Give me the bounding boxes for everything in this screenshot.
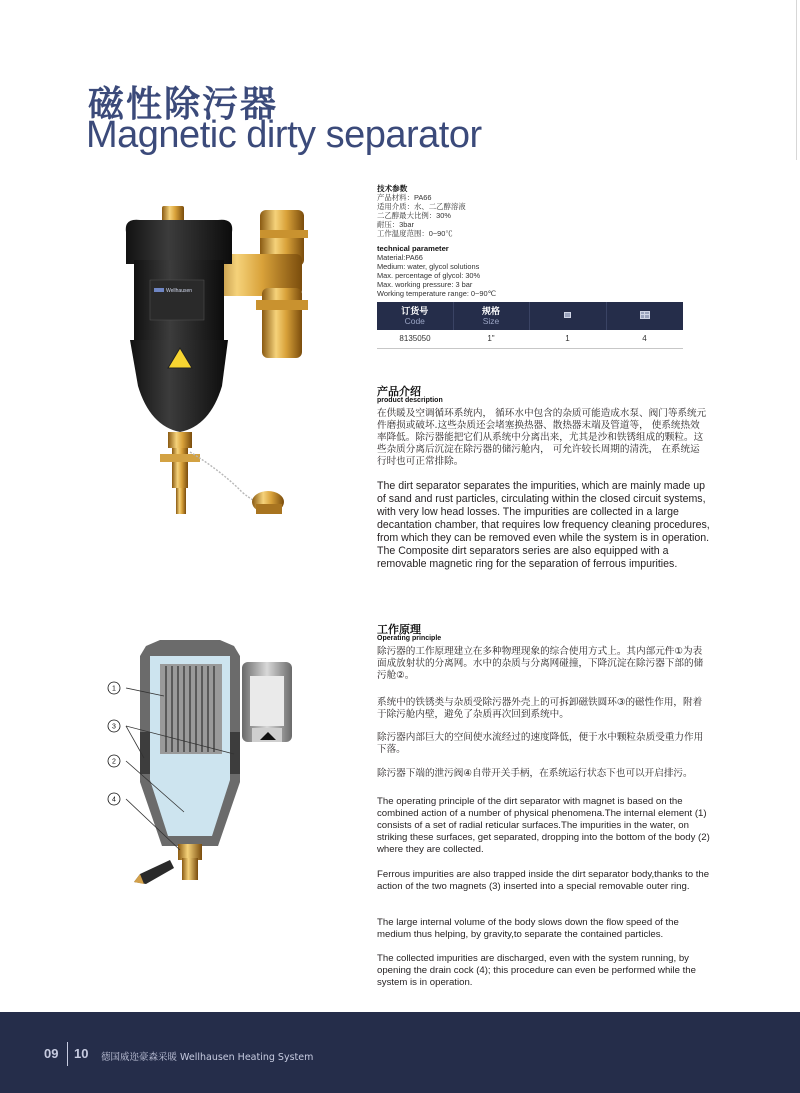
- tech-heading-en: technical parameter: [377, 244, 449, 253]
- product-photo: [110, 200, 330, 530]
- col-header-code: 订货号 Code: [377, 302, 453, 330]
- tech-line-en: Medium: water, glycol solutions: [377, 262, 480, 271]
- callout-label: 2: [112, 758, 116, 766]
- operating-text-cn-4: 除污器下端的泄污阀④自带开关手柄，在系统运行状态下也可以开启排污。: [377, 768, 693, 779]
- operating-text-en-4: The collected impurities are discharged, even with the system running, by opening the drain cock (4); this procedure can even be performed while the system is in operation.: [377, 953, 696, 988]
- spec-table: [377, 302, 683, 349]
- page-title-cn: 磁性除污器: [88, 84, 279, 125]
- page-edge-rule: [796, 0, 797, 160]
- cell-size: 1": [453, 330, 529, 348]
- operating-principle-heading-cn: 工作原理: [377, 623, 421, 636]
- product-description-heading-en: product description: [377, 397, 443, 404]
- tech-line-cn: 产品材料：PA66: [377, 193, 432, 202]
- product-description-text-en: The dirt separator separates the impurities, which are mainly made up of sand and rust particles, circulating within the closed circuit systems, with very low head losses. The impurities are collected in a large decantation chamber, that requires low frequency cleaning procedures, from which they can be removed even while the system is in operation. The Composite dirt separators series are also equipped with a removable magnetic ring for the separation of ferrous impurities.: [377, 480, 710, 570]
- operating-text-en-1: The operating principle of the dirt separator with magnet is based on the combined action of a number of physical phenomena.The internal element (1) consists of a set of radial reticular surfaces.The impurities in the water, on striking these surfaces, get separated, dropping into the bottom of the body (2) where they are collected.: [377, 796, 710, 855]
- product-description-text-cn: 在供暖及空调循环系统内， 循环水中包含的杂质可能造成水泵、阀门等系统元件磨损或破坏.这些杂质还会堵塞换热器、散热器末端及管道等， 使系统热效率降低。除污器能把它们从系统中分离出来，尤其是沙和铁锈组成的颗粒。这些杂质分离后沉淀在除污器的储污舱内， 可允许较长周期的清洗， 在系统运行时也可正常排除。: [377, 408, 707, 467]
- tech-line-cn: 适用介质：水、二乙醇溶液: [377, 202, 466, 211]
- col-header-box: [529, 302, 606, 330]
- footer-bar: [0, 1012, 800, 1093]
- technical-parameters: [377, 184, 697, 298]
- col-header-carton: [606, 302, 683, 330]
- page-number-left: 09: [44, 1046, 59, 1061]
- page-number-divider: [67, 1042, 68, 1066]
- page-number-right: 10: [74, 1046, 89, 1061]
- product-brand-label: Wellhausen: [166, 288, 193, 294]
- tech-line-en: Material:PA66: [377, 253, 423, 262]
- grid-box-icon: [640, 311, 650, 319]
- operating-text-en-3: The large internal volume of the body slows down the flow speed of the medium thus helping, by gravity,to separate the contained particles.: [377, 917, 679, 940]
- tech-line-cn: 耐压：3bar: [377, 220, 414, 229]
- cell-code: 8135050: [377, 330, 453, 348]
- cutaway-diagram: [100, 622, 315, 884]
- table-row: [377, 330, 683, 348]
- tech-line-en: Max. working pressure: 3 bar: [377, 280, 473, 289]
- page-title-en: Magnetic dirty separator: [86, 114, 482, 156]
- tech-line-en: Max. percentage of glycol: 30%: [377, 271, 481, 280]
- cell-carton-qty: 4: [606, 330, 683, 348]
- operating-text-cn-3: 除污器内部巨大的空间使水流经过的速度降低，便于水中颗粒杂质受重力作用下落。: [377, 732, 704, 755]
- callout-label: 1: [112, 685, 116, 693]
- tech-line-cn: 二乙醇最大比例：30%: [377, 211, 451, 220]
- callout-label: 4: [112, 796, 116, 804]
- col-header-size: 规格 Size: [453, 302, 529, 330]
- footer-brand: 德国威迩豪森采暖 Wellhausen Heating System: [101, 1052, 314, 1063]
- box-icon: [564, 312, 571, 318]
- tech-heading-cn: 技术参数: [377, 184, 408, 193]
- operating-principle-heading-en: Operating principle: [377, 635, 442, 642]
- operating-text-cn-1: 除污器的工作原理建立在多种物理现象的综合使用方式上。其内部元件①为表面成放射状的分离网。水中的杂质与分离网碰撞，下降沉淀在除污器下部的储污舱②。: [377, 646, 704, 681]
- product-description-heading-cn: 产品介绍: [377, 385, 421, 398]
- callout-label: 3: [112, 723, 116, 731]
- tech-line-cn: 工作温度范围：0~90℃: [377, 229, 453, 238]
- tech-line-en: Working temperature range: 0~90℃: [377, 289, 496, 298]
- operating-text-en-2: Ferrous impurities are also trapped inside the dirt separator body,thanks to the action of the two magnets (3) inserted into a special removable outer ring.: [377, 869, 710, 892]
- cell-box-qty: 1: [529, 330, 606, 348]
- operating-text-cn-2: 系统中的铁锈类与杂质受除污器外壳上的可拆卸磁铁圆环③的磁性作用，附着于除污舱内壁，避免了杂质再次回到系统中。: [377, 697, 703, 720]
